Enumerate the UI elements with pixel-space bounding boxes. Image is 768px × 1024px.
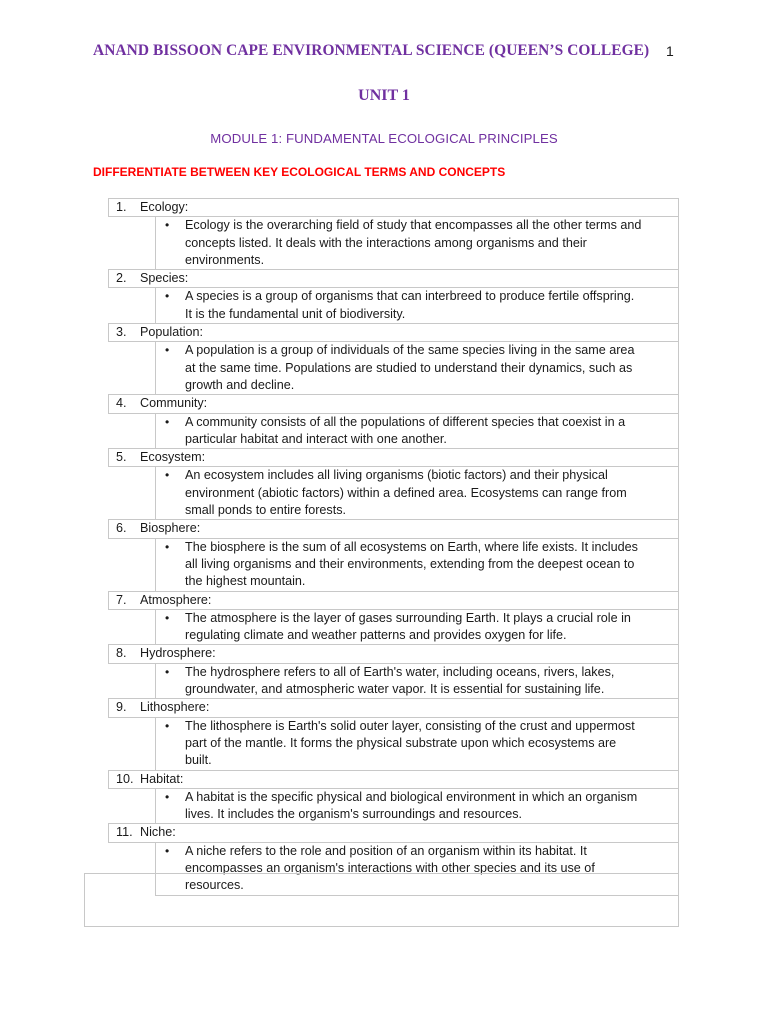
definition-line: concepts listed. It deals with the interactions among organisms and their: [185, 235, 587, 250]
term-name: Species:: [140, 271, 189, 286]
definition-line: A habitat is the specific physical and biological environment in which an organism: [185, 789, 638, 804]
definition-line: A species is a group of organisms that can interbreed to produce fertile offspring.: [185, 289, 635, 304]
bullet-icon: •: [165, 610, 170, 625]
definition-indent-cell: [109, 609, 156, 645]
definition-line: environment (abiotic factors) within a defined area. Ecosystems can range from: [185, 485, 627, 500]
definition-bullet-item: [156, 664, 678, 699]
term-name: Biosphere:: [140, 521, 201, 536]
definition-line: growth and decline.: [185, 377, 295, 392]
term-cell: [109, 824, 679, 842]
definition-cell: [156, 663, 679, 699]
definition-indent-cell: [109, 342, 156, 395]
term-cell: [109, 699, 679, 717]
definition-row: [109, 788, 679, 824]
definition-bullet-item: [156, 288, 678, 323]
definition-line: resources.: [185, 878, 244, 893]
term-number: 10.: [116, 771, 134, 786]
definition-row: [109, 609, 679, 645]
term-cell: [109, 449, 679, 467]
term-row: [109, 770, 679, 788]
definition-line: part of the mantle. It forms the physical substrate upon which ecosystems are: [185, 735, 617, 750]
empty-table-box: [84, 873, 679, 927]
bullet-icon: •: [165, 218, 170, 233]
definition-cell: [156, 413, 679, 449]
term-name: Niche:: [140, 825, 176, 840]
definition-bullet-item: [156, 789, 678, 824]
term-row: [109, 395, 679, 413]
term-number: 2.: [116, 271, 127, 286]
definition-line: encompasses an organism's interactions with other species and its use of: [185, 860, 595, 875]
definition-line: environments.: [185, 252, 265, 267]
definition-line: particular habitat and interact with one another.: [185, 431, 447, 446]
definition-cell: [156, 717, 679, 770]
definition-row: [109, 342, 679, 395]
term-cell: [109, 199, 679, 217]
definition-line: regulating climate and weather patterns and provides oxygen for life.: [185, 628, 567, 643]
definition-line: The atmosphere is the layer of gases surrounding Earth. It plays a crucial role in: [185, 610, 631, 625]
definition-line: lives. It includes the organism's surroundings and resources.: [185, 807, 523, 822]
definition-line: groundwater, and atmospheric water vapor. It is essential for sustaining life.: [185, 682, 605, 697]
definition-line: small ponds to entire forests.: [185, 503, 346, 518]
definition-line: all living organisms and their environments, extending from the deepest ocean to: [185, 556, 635, 571]
definition-cell: [156, 538, 679, 591]
term-cell: [109, 520, 679, 538]
definition-indent-cell: [109, 663, 156, 699]
module-title: MODULE 1: FUNDAMENTAL ECOLOGICAL PRINCIPLES: [210, 131, 558, 146]
term-cell: [109, 324, 679, 342]
definition-cell: [156, 788, 679, 824]
definition-bullet-item: [156, 414, 678, 449]
definition-row: [109, 538, 679, 591]
definition-line: at the same time. Populations are studied to understand their dynamics, such as: [185, 360, 633, 375]
document-header-title: ANAND BISSOON CAPE ENVIRONMENTAL SCIENCE (QUEEN’S COLLEGE): [93, 42, 650, 59]
term-cell: [109, 591, 679, 609]
definition-line: An ecosystem includes all living organisms (biotic factors) and their physical: [185, 468, 608, 483]
term-row: [109, 324, 679, 342]
section-heading: DIFFERENTIATE BETWEEN KEY ECOLOGICAL TERMS AND CONCEPTS: [93, 165, 506, 179]
bullet-icon: •: [165, 414, 170, 429]
term-name: Ecology:: [140, 200, 189, 214]
definition-bullet-item: [156, 610, 678, 645]
term-number: 3.: [116, 325, 127, 340]
term-name: Atmosphere:: [140, 592, 212, 607]
bullet-icon: •: [165, 664, 170, 679]
term-cell: [109, 770, 679, 788]
bullet-icon: •: [165, 789, 170, 804]
term-row: [109, 645, 679, 663]
bullet-icon: •: [165, 289, 170, 304]
definition-cell: [156, 342, 679, 395]
term-number: 11.: [116, 825, 133, 840]
definition-cell: [156, 467, 679, 520]
term-cell: [109, 395, 679, 413]
terms-table-body: [109, 199, 679, 896]
bullet-icon: •: [165, 718, 170, 733]
definition-bullet-item: [156, 342, 678, 394]
definition-line: A community consists of all the populations of different species that coexist in a: [185, 414, 626, 429]
definition-line: It is the fundamental unit of biodiversity.: [185, 306, 406, 321]
definition-row: [109, 467, 679, 520]
term-number: 1.: [116, 200, 127, 214]
definition-row: [109, 217, 679, 270]
term-number: 8.: [116, 646, 127, 661]
term-number: 7.: [116, 592, 127, 607]
definition-indent-cell: [109, 217, 156, 270]
term-cell: [109, 645, 679, 663]
term-row: [109, 699, 679, 717]
definition-cell: [156, 288, 679, 324]
definition-line: A population is a group of individuals of the same species living in the same area: [185, 343, 635, 358]
term-row: [109, 591, 679, 609]
definition-cell: [156, 217, 679, 270]
definition-indent-cell: [109, 288, 156, 324]
definition-indent-cell: [109, 413, 156, 449]
bullet-icon: •: [165, 343, 170, 358]
term-name: Population:: [140, 325, 204, 340]
term-number: 6.: [116, 521, 127, 536]
term-row: [109, 520, 679, 538]
term-number: 4.: [116, 396, 127, 411]
definition-line: The hydrosphere refers to all of Earth's water, including oceans, rivers, lakes,: [185, 664, 615, 679]
definition-line: Ecology is the overarching field of study that encompasses all the other terms and: [185, 218, 642, 233]
term-row: [109, 270, 679, 288]
term-number: 5.: [116, 450, 127, 465]
definition-cell: [156, 609, 679, 645]
bullet-icon: •: [165, 468, 170, 483]
definition-line: A niche refers to the role and position of an organism within its habitat. It: [185, 843, 587, 858]
definition-indent-cell: [109, 467, 156, 520]
definition-indent-cell: [109, 538, 156, 591]
term-row: [109, 199, 679, 217]
definition-row: [109, 288, 679, 324]
term-row: [109, 449, 679, 467]
definition-line: The biosphere is the sum of all ecosystems on Earth, where life exists. It includes: [185, 539, 638, 554]
definition-line: the highest mountain.: [185, 574, 306, 589]
definition-line: The lithosphere is Earth's solid outer layer, consisting of the crust and uppermost: [185, 718, 635, 733]
definition-bullet-item: [156, 217, 678, 269]
definition-indent-cell: [109, 717, 156, 770]
terms-table: [108, 198, 679, 896]
definition-indent-cell: [109, 788, 156, 824]
unit-title: UNIT 1: [358, 87, 410, 104]
definition-row: [109, 413, 679, 449]
definition-bullet-item: [156, 539, 678, 591]
bullet-icon: •: [165, 539, 170, 554]
definition-bullet-item: [156, 467, 678, 519]
definition-row: [109, 663, 679, 699]
definition-row: [109, 717, 679, 770]
term-name: Hydrosphere:: [140, 646, 216, 661]
term-name: Ecosystem:: [140, 450, 206, 465]
term-name: Habitat:: [140, 771, 184, 786]
page-number: 1: [666, 43, 674, 59]
term-name: Community:: [140, 396, 208, 411]
definition-line: built.: [185, 753, 212, 768]
term-name: Lithosphere:: [140, 700, 210, 715]
definition-bullet-item: [156, 718, 678, 770]
term-number: 9.: [116, 700, 127, 715]
bullet-icon: •: [165, 843, 170, 858]
term-row: [109, 824, 679, 842]
term-cell: [109, 270, 679, 288]
